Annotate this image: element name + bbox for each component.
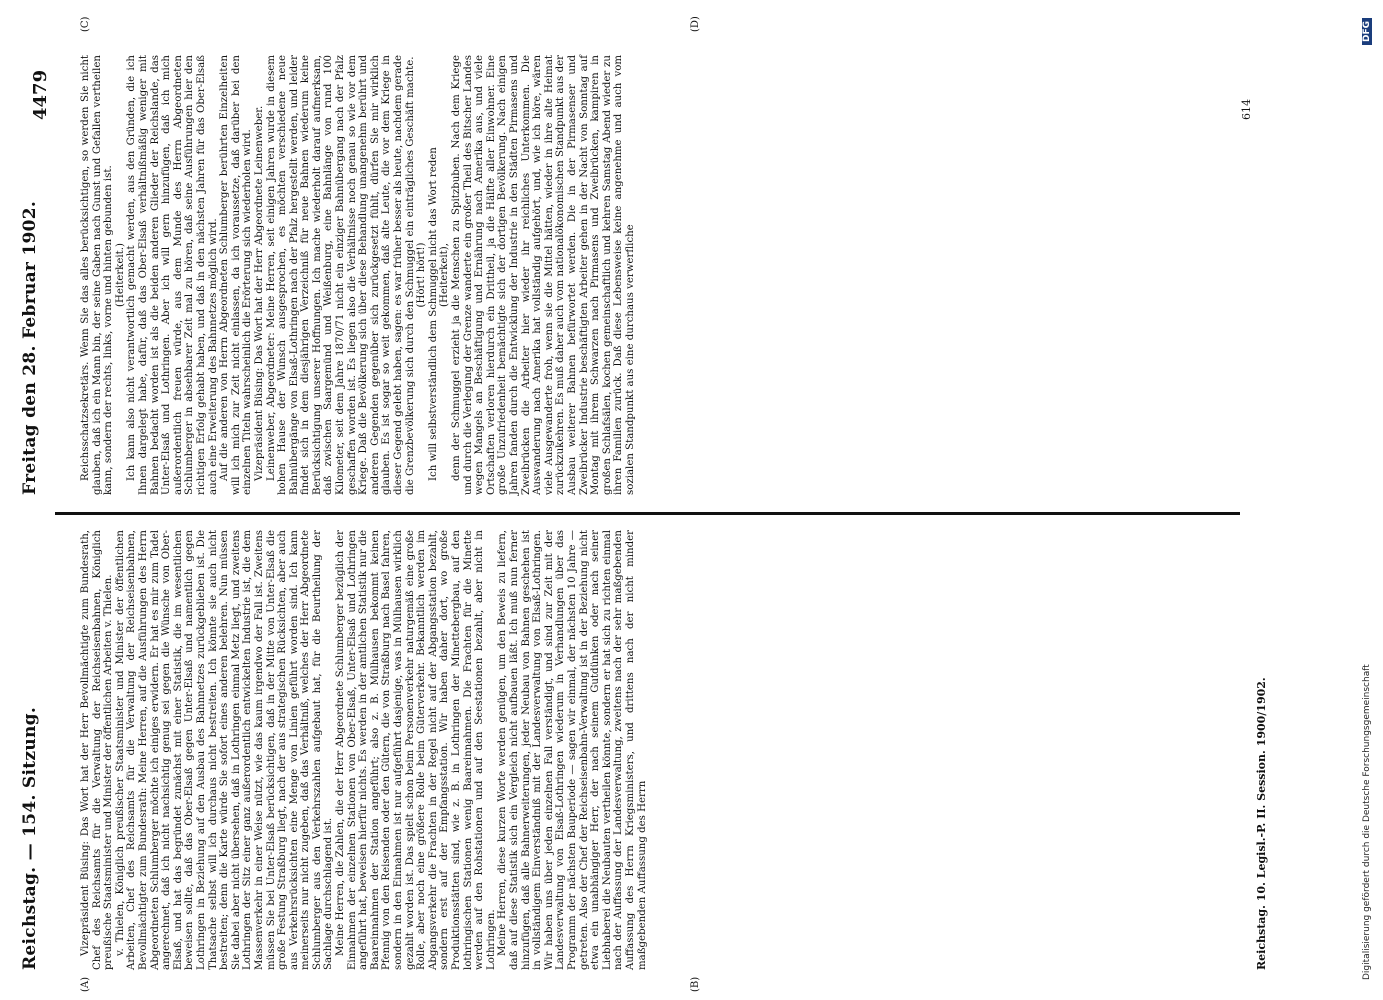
margin-mark-d: (D) <box>690 16 701 32</box>
paragraph: Auf die anderen von Herrn Abgeordneten Schlumberger berührten Einzelheiten will ich mich zur Zeit nicht einlassen, da ich voraussetze, daß darüber bei den einzelnen Titeln wahrscheinlich die Erörterung sich wiederholen wird. <box>219 55 254 495</box>
paragraph: Vizepräsident Büsing: Das Wort hat der Herr Bevollmächtigte zum Bundesrath, Chef des Reichsamts für die Verwaltung der Reichseisenbahnen, Königlich preußische Staatsminister und Minister der öffentlichen Arbeiten v. Thielen. <box>80 530 115 970</box>
paragraph: Vizepräsident Büsing: Das Wort hat der Herr Abgeordnete Leinenweber. <box>253 105 265 481</box>
paragraph: v. Thielen, Königlich preußischer Staatsminister und Minister der öffentlichen Arbeiten, Chef des Reichsamts für die Verwaltung der Reichseisenbahnen, Bevollmächtigter zum Bundesrath: Meine Herren, auf die Ausführungen des Herrn Abgeordneten Schlumberger möchte ich einiges erwidern. Er hat es mir zum Tadel angerechnet, daß ich nicht nachsichtig genug sei gegen die Wünsche von Ober-Elsaß, und hat das begründet zunächst mit einer Statistik, die im wesentlichen beweisen sollte, daß das Ober-Elsaß gegen Unter-Elsaß und namentlich gegen Lothringen in Beziehung auf den Ausbau des Bahnnetzes zurückgeblieben ist. Die Thatsache selbst will ich durchaus nicht bestreiten. Ich könnte sie auch nicht bestreiten; denn die Karte würde Sie sofort eines anderen belehren. Nun müssen Sie dabei aber nicht übersehen, daß in Lothringen einmal Metz liegt, und zweitens Lothringen der Sitz einer ganz außerordentlich entwickelten Industrie ist, die dem Massenverkehr in einer Weise nützt, wie das kaum irgendwo der Fall ist. Zweitens müssen Sie bei Unter-Elsaß berücksichtigen, daß in der Mitte von Unter-Elsaß die große Festung Straßburg liegt, nach der aus strategischen Rücksichten, aber auch aus Verkehrsrücksichten eine Menge von Linien geführt worden sind. Ich kann meinerseits nur nicht zugeben, daß das Verhältniß, welches der Herr Abgeordnete Schlumberger aus den Verkehrszahlen aufgebaut hat, für die Beurtheilung der Sachlage durchschlagend ist. <box>114 530 335 970</box>
interjection: (Heiterkeit.) <box>114 243 126 307</box>
column-rule <box>55 512 1240 515</box>
paragraph: Leinenweber, Abgeordneter: Meine Herren, seit einigen Jahren wurde in diesem hohen Hause der Wunsch ausgesprochen, es möchten verschiedene neue Bahnübergänge von Elsaß-Lothringen nach der Pfalz hergestellt werden, und leider findet sich in dem diesjährigen Verzeichniß für neue Bahnen wiederum keine Berücksichtigung unserer Hoffnungen. Ich mache wiederholt darauf aufmerksam, daß zwischen Saargemünd und Weißenburg, eine Bahnlänge von rund 100 Kilometer, seit dem Jahre 1870/71 nicht ein einziger Bahnübergang nach der Pfalz geschaffen worden ist. Es liegen also die Verhältnisse noch genau so wie vor dem Kriege. Daß die Bevölkerung sich über diese Behandlung unangenehm berührt und anderen Gegenden gegenüber sich zurückgesetzt fühlt, dürfen Sie mir wirklich glauben. Es ist sogar so weit gekommen, daß alte Leute, die vor dem Kriege in dieser Gegend gelebt haben, sagen: es war früher besser als heute, nachdem gerade die Grenzbevölkerung sich durch den Schmuggel ein einträgliches Geschäft machte. <box>265 55 416 495</box>
paragraph: Ich will selbstverständlich dem Schmuggel nicht das Wort reden <box>427 147 439 481</box>
left-column <box>80 530 1260 970</box>
paragraph: Ich kann also nicht verantwortlich gemacht werden, aus den Gründen, die ich Ihnen dargelegt habe, dafür, daß das Ober-Elsaß verhältnißmäßig weniger mit Bahnen bedacht worden ist als die beiden anderen Glieder der Reichslande, das Unter-Elsaß und Lothringen. Aber ich will gern hinzufügen, daß ich mich außerordentlich freuen würde, aus dem Munde des Herrn Abgeordneten Schlumberger in absehbarer Zeit mal zu hören, daß seine Ausführungen hier den richtigen Erfolg gehabt haben, und daß in den nächsten Jahren für das Ober-Elsaß auch eine Erweiterung des Bahnnetzes möglich wird. <box>126 55 219 495</box>
paragraph: denn der Schmuggel erzieht ja die Menschen zu Spitzbuben. Nach dem Kriege und durch die Verlegung der Grenze wanderte ein großer Theil des Bitscher Landes wegen Mangels an Beschäftigung und Ernährung nach Amerika aus, und viele Ortschaften verloren hierdurch ein Drittheil, ja die Hälfte aller Einwohner. Eine große Unzufriedenheit bemächtigte sich der dortigen Bevölkerung. Nach einigen Jahren fanden durch die Entwicklung der Industrie in den Städten Pirmasens und Zweibrücken die Arbeiter hier wieder ihr reichliches Unterkommen. Die Auswanderung nach Amerika hat vollständig aufgehört, und, wie ich höre, wären viele Ausgewanderte froh, wenn sie die Mittel hätten, wieder in ihre alte Heimat zurückzukehren. Es muß daher auch vom nationalökonomischen Standpunkt aus der Ausbau weiterer Bahnen befürwortet werden. Die in der Pirmasenser und Zweibrücker Industrie beschäftigten Arbeiter gehen in der Nacht von Sonntag auf Montag mit ihrem Schwarzen nach Pirmasens und Zweibrücken, kampiren in großen Schlafsälen, kochen gemeinschaftlich und kehren Samstag Abend wieder zu ihren Familien zurück. Daß diese Lebensweise keine angenehme und auch vom sozialen Standpunkt aus eine durchaus verwerfliche <box>451 55 636 495</box>
interjection: (Heiterkeit), <box>439 243 451 307</box>
header-left: Reichstag. — 154. Sitzung. <box>20 706 40 970</box>
paragraph: Meine Herren, diese kurzen Worte werden genügen, um den Beweis zu liefern, daß auf diese Statistik sich ein Vergleich nicht aufbauen läßt. Ich muß nun ferner hinzufügen, daß alle Bahnerweiterungen, jeder Neubau von Bahnen geschehen ist in vollständigem Einverständniß mit der Landesverwaltung von Elsaß-Lothringen. Wir haben uns über jeden einzelnen Fall verständigt, und sind zur Zeit mit der Landesverwaltung von Elsaß-Lothringen wiederum in Verhandlungen über das Programm der nächsten Bauperiode — sagen wir einmal, der nächsten 10 Jahre — getreten. Also der Chef der Reichseisenbahn-Verwaltung ist in der Beziehung nicht etwa ein unabhängiger Herr, der nach seinem Gutdünken oder nach seiner Liebhaberei die Neubauten vertheilen könnte, sondern er hat sich zu richten einmal nach der Auffassung der Landesverwaltung, zweitens nach der sehr maßgebenden Auffassung des Herrn Kriegsministers, und drittens nach der nicht minder maßgebenden Auffassung des Herrn <box>497 530 648 970</box>
footer: Reichstag. 10. Legisl.-P. II. Session. 1900/1902. <box>1255 677 1268 970</box>
margin-mark-c: (C) <box>80 16 91 32</box>
margin-mark-a: (A) <box>80 976 91 992</box>
margin-mark-b: (B) <box>690 976 701 992</box>
paragraph: Meine Herren, die Zahlen, die der Herr Abgeordnete Schlumberger bezüglich der Einnahmen der einzelnen Stationen von Ober-Elsaß, Unter-Elsaß und Lothringen angeführt hat, beweisen hierfür nichts. Es werden in der amtlichen Statistik nur die Baareinnahmen der Station angeführt; also z. B. Mülhausen bekommt keinen Pfennig von den Reisenden oder den Gütern, die von Straßburg nach Basel fahren, sondern in den Einnahmen ist nur aufgeführt dasjenige, was in Mülhausen wirklich gezahlt worden ist. Das spielt schon beim Personenverkehr naturgemäß eine große Rolle, aber noch eine größere Rolle beim Güterverkehr. Bekanntlich werden im Abgangsverkehr die Frachten in der Regel nicht auf der Abgangsstation bezahlt, sondern erst auf der Empfangsstation. Wir haben daher dort, wo große Produktionsstätten sind, wie z. B. in Lothringen der Minettebergbau, auf den lothringischen Stationen wenig Baareinnahmen. Die Frachten für die Minette werden auf den Rohstationen und auf den Seestationen bezahlt, aber nicht in Lothringen. <box>335 530 497 970</box>
digitization-credit: Digitalisierung gefördert durch die Deutsche Forschungsgemeinschaft <box>1362 664 1372 980</box>
dfg-logo: DFG <box>1362 18 1372 45</box>
paragraph: Reichsschatzsekretärs. Wenn Sie das alles berücksichtigen, so werden Sie nicht glauben, daß ich ein Mann bin, der seine Gaben nach Gunst und Gefallen vertheilen kann, sondern der rechts, links, vorne und hinten gebunden ist. <box>80 55 115 495</box>
page-number: 4479 <box>30 69 51 120</box>
signature-mark: 614 <box>1240 99 1253 120</box>
interjection: (Hört! hört!) <box>416 242 428 308</box>
header-right: Freitag den 28. Februar 1902. <box>20 200 40 495</box>
right-column <box>80 55 1240 495</box>
